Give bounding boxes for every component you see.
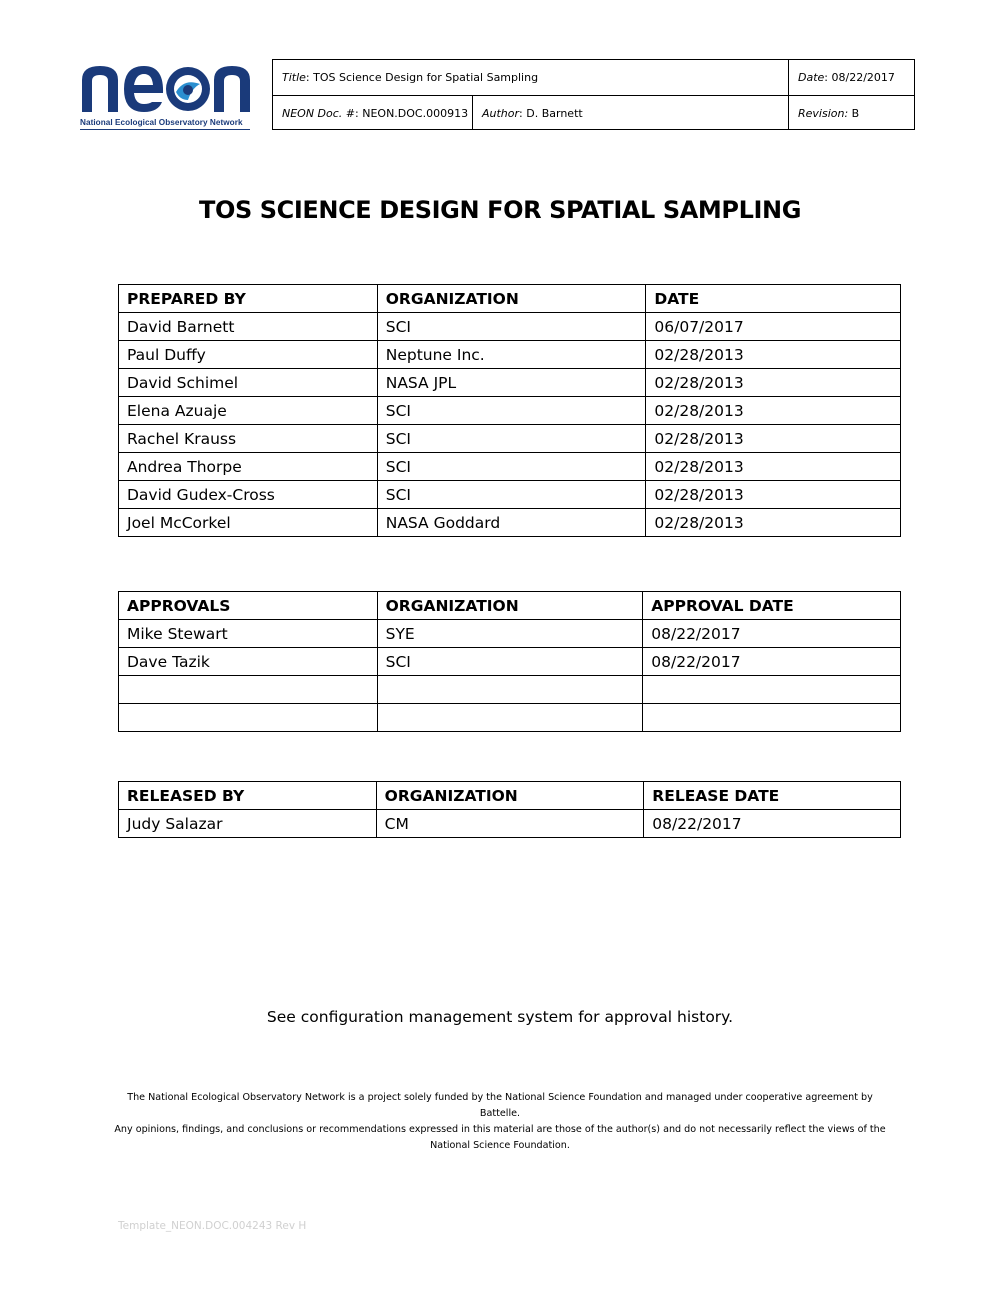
preparer-name: Elena Azuaje xyxy=(119,397,378,425)
preparer-date: 02/28/2013 xyxy=(646,341,901,369)
table-header-row xyxy=(119,285,901,313)
header-row-divider xyxy=(273,95,914,96)
approver-organization xyxy=(377,704,643,732)
header-doc-number-cell: NEON Doc. # : NEON.DOC.000913 xyxy=(282,106,469,120)
approver-name: Dave Tazik xyxy=(119,648,378,676)
neon-logo xyxy=(80,62,252,132)
approver-name xyxy=(119,704,378,732)
releaser-name: Judy Salazar xyxy=(119,810,377,838)
header-doc-label: NEON Doc. # xyxy=(282,106,356,120)
table-row xyxy=(119,810,901,838)
preparer-date: 02/28/2013 xyxy=(646,369,901,397)
disclaimer-line: Any opinions, findings, and conclusions or recommendations expressed in this material are those of the author(s) and do not necessarily reflect the views of the xyxy=(114,1124,886,1135)
table-row xyxy=(119,425,901,453)
table-row xyxy=(119,704,901,732)
table-header-row xyxy=(119,592,901,620)
approver-organization xyxy=(377,676,643,704)
table-header-row xyxy=(119,782,901,810)
header-col-divider xyxy=(472,95,473,129)
approval-date: 08/22/2017 xyxy=(643,648,901,676)
funding-disclaimer xyxy=(110,1090,890,1154)
header-revision-label: Revision: xyxy=(798,106,849,120)
approver-name xyxy=(119,676,378,704)
approver-organization: SYE xyxy=(377,620,643,648)
header-title-value: TOS Science Design for Spatial Sampling xyxy=(313,71,539,84)
preparer-name: Rachel Krauss xyxy=(119,425,378,453)
header-author-label: Author xyxy=(482,106,520,120)
config-management-note: See configuration management system for approval history. xyxy=(266,1008,734,1026)
preparer-organization: SCI xyxy=(377,313,646,341)
preparer-organization: SCI xyxy=(377,481,646,509)
preparer-name: David Barnett xyxy=(119,313,378,341)
header-author-value: D. Barnett xyxy=(526,106,583,120)
preparer-date: 02/28/2013 xyxy=(646,425,901,453)
column-header: RELEASED BY xyxy=(119,782,377,810)
preparer-date: 02/28/2013 xyxy=(646,481,901,509)
logo-rule xyxy=(80,129,250,130)
table-row xyxy=(119,481,901,509)
preparer-date: 02/28/2013 xyxy=(646,397,901,425)
approval-date xyxy=(643,676,901,704)
column-header: PREPARED BY xyxy=(119,285,378,313)
preparer-name: Joel McCorkel xyxy=(119,509,378,537)
header-date-cell: Date : 08/22/2017 xyxy=(798,71,895,84)
column-header: RELEASE DATE xyxy=(644,782,901,810)
preparer-date: 02/28/2013 xyxy=(646,509,901,537)
header-title-cell: Title : TOS Science Design for Spatial Sampling xyxy=(282,71,539,84)
release-date: 08/22/2017 xyxy=(644,810,901,838)
header-doc-value: NEON.DOC.000913 xyxy=(362,106,469,120)
approval-date xyxy=(643,704,901,732)
preparer-date: 06/07/2017 xyxy=(646,313,901,341)
table-row xyxy=(119,369,901,397)
table-row xyxy=(119,648,901,676)
disclaimer-line: The National Ecological Observatory Network is a project solely funded by the National Science Foundation and managed under cooperative agreement by Battelle. xyxy=(127,1092,873,1119)
table-row xyxy=(119,509,901,537)
released-by-table xyxy=(118,781,901,838)
approval-date: 08/22/2017 xyxy=(643,620,901,648)
preparer-name: Paul Duffy xyxy=(119,341,378,369)
header-date-label: Date xyxy=(798,71,825,84)
header-col-divider xyxy=(788,60,789,129)
table-row xyxy=(119,397,901,425)
header-date-value: 08/22/2017 xyxy=(831,71,895,84)
table-row xyxy=(119,453,901,481)
prepared-by-table xyxy=(118,284,901,537)
document-header-box xyxy=(272,59,915,130)
preparer-organization: NASA JPL xyxy=(377,369,646,397)
header-author-cell: Author : D. Barnett xyxy=(482,106,583,120)
header-revision-cell xyxy=(789,96,916,130)
header-title-label: Title xyxy=(282,71,306,84)
preparer-organization: NASA Goddard xyxy=(377,509,646,537)
releaser-organization: CM xyxy=(376,810,644,838)
column-header: ORGANIZATION xyxy=(376,782,644,810)
preparer-organization: SCI xyxy=(377,453,646,481)
table-row xyxy=(119,341,901,369)
preparer-organization: Neptune Inc. xyxy=(377,341,646,369)
preparer-name: David Gudex-Cross xyxy=(119,481,378,509)
table-row xyxy=(119,313,901,341)
column-header: APPROVALS xyxy=(119,592,378,620)
preparer-name: David Schimel xyxy=(119,369,378,397)
neon-wordmark-icon xyxy=(80,62,252,114)
column-header: APPROVAL DATE xyxy=(643,592,901,620)
column-header: ORGANIZATION xyxy=(377,285,646,313)
approver-name: Mike Stewart xyxy=(119,620,378,648)
approver-organization: SCI xyxy=(377,648,643,676)
preparer-name: Andrea Thorpe xyxy=(119,453,378,481)
disclaimer-line: National Science Foundation. xyxy=(430,1140,570,1151)
table-row xyxy=(119,620,901,648)
preparer-organization: SCI xyxy=(377,425,646,453)
column-header: ORGANIZATION xyxy=(377,592,643,620)
preparer-organization: SCI xyxy=(377,397,646,425)
document-title: TOS SCIENCE DESIGN FOR SPATIAL SAMPLING xyxy=(198,196,802,224)
preparer-date: 02/28/2013 xyxy=(646,453,901,481)
approvals-table xyxy=(118,591,901,732)
template-reference: Template_NEON.DOC.004243 Rev H xyxy=(118,1220,307,1232)
logo-tagline: National Ecological Observatory Network xyxy=(80,118,243,127)
column-header: DATE xyxy=(646,285,901,313)
table-row xyxy=(119,676,901,704)
header-revision-value: B xyxy=(851,106,860,120)
